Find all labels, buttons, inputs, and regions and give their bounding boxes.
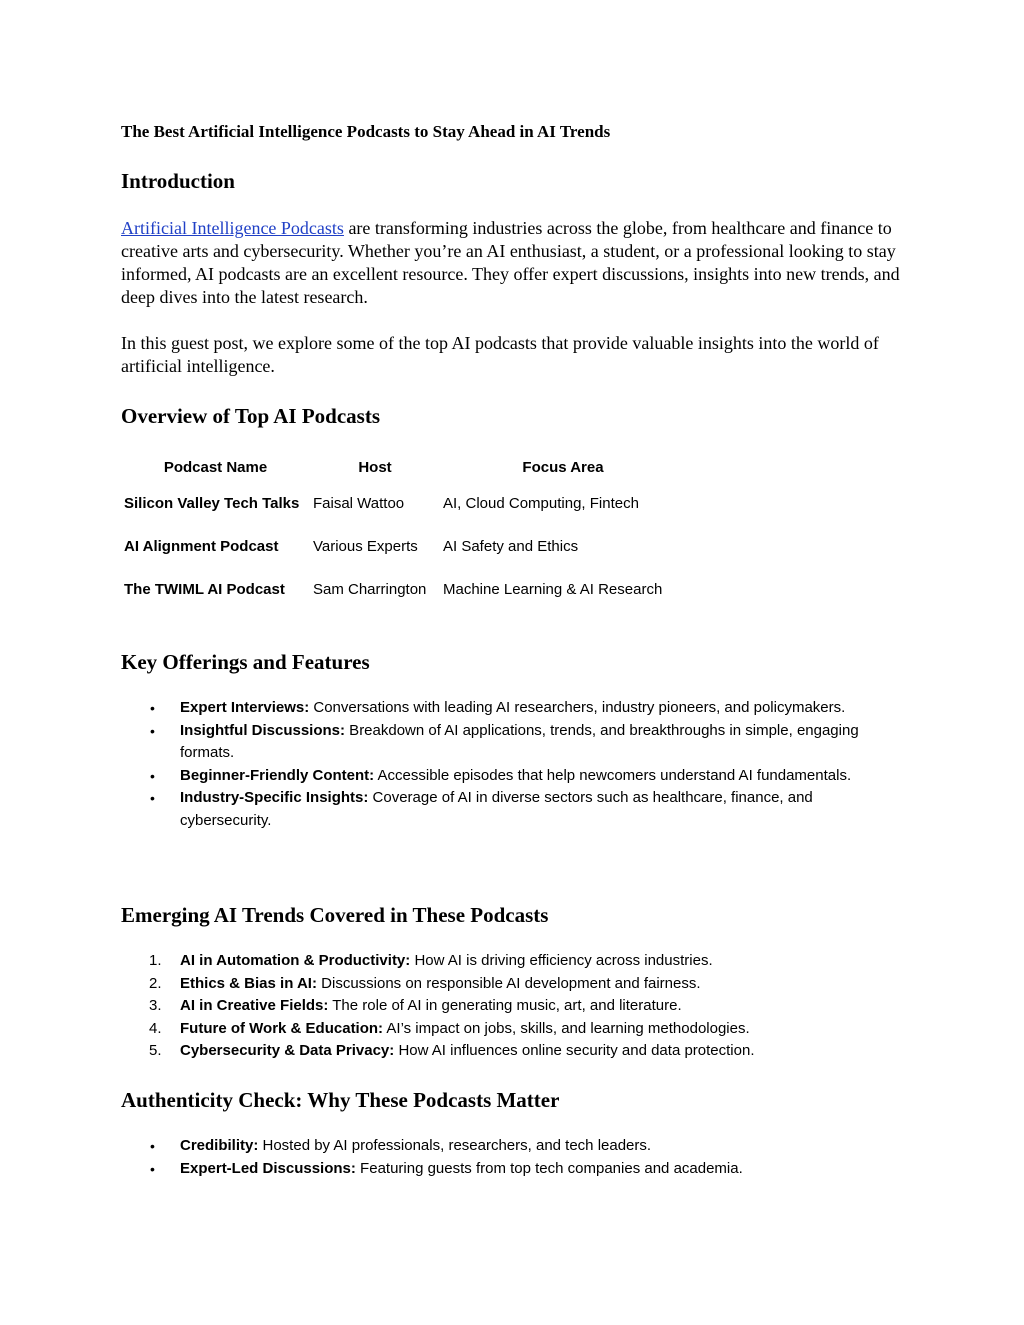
list-item-number: 4.	[149, 1019, 162, 1037]
list-item-text: The role of AI in generating music, art, and literature.	[328, 997, 682, 1014]
table-header-row	[121, 452, 686, 482]
list-item-term: Credibility:	[180, 1137, 259, 1154]
table-row	[121, 525, 686, 568]
list-item-text: How AI is driving efficiency across industries.	[410, 952, 713, 969]
overview-heading: Overview of Top AI Podcasts	[121, 404, 381, 428]
list-item	[121, 787, 881, 832]
list-item	[121, 697, 881, 720]
list-item-text: How AI influences online security and data protection.	[394, 1042, 755, 1059]
list-item	[121, 1135, 881, 1158]
list-item	[121, 1040, 881, 1063]
list-item-text: Breakdown of AI applications, trends, and breakthroughs in simple, engaging formats.	[180, 721, 859, 761]
podcast-name-cell: Silicon Valley Tech Talks	[124, 495, 300, 512]
host-cell: Various Experts	[313, 538, 418, 555]
bullet-icon: •	[150, 790, 155, 806]
focus-area-cell: Machine Learning & AI Research	[443, 581, 663, 598]
bullet-icon: •	[150, 722, 155, 739]
podcast-name-cell: The TWIML AI Podcast	[124, 581, 285, 598]
bullet-icon: •	[150, 1138, 155, 1154]
intro-paragraph-1-text: are transforming industries across the globe, from healthcare and finance to creative arts and cybersecurity. Whether you’re an AI enthusiast, a student, or a professional looking to stay informed, AI podcasts are an excellent resource. They offer expert discussions, insights into new trends, and deep dives into the latest research.	[121, 218, 900, 307]
list-item-term: Expert-Led Discussions:	[180, 1159, 356, 1177]
offerings-heading: Key Offerings and Features	[121, 650, 370, 674]
authenticity-heading: Authenticity Check: Why These Podcasts Matter	[121, 1088, 560, 1112]
focus-area-cell: AI Safety and Ethics	[443, 538, 579, 555]
column-header-focus-area: Focus Area	[522, 458, 604, 476]
bullet-icon: •	[150, 700, 155, 716]
table-row	[121, 482, 686, 525]
host-cell: Sam Charrington	[313, 581, 427, 598]
list-item	[121, 720, 881, 765]
list-item-number: 2.	[149, 974, 162, 992]
list-item	[121, 950, 881, 973]
podcasts-link[interactable]: Artificial Intelligence Podcasts	[121, 218, 344, 238]
podcast-name-cell: AI Alignment Podcast	[124, 538, 279, 555]
bullet-icon: •	[150, 767, 155, 784]
column-header-podcast-name: Podcast Name	[163, 458, 268, 476]
list-item-term: Expert Interviews:	[180, 699, 310, 716]
list-item-text: Featuring guests from top tech companies and academia.	[355, 1159, 743, 1177]
list-item-text: AI’s impact on jobs, skills, and learning methodologies.	[383, 1019, 750, 1037]
list-item-number: 5.	[149, 1042, 162, 1059]
list-item-text: Accessible episodes that help newcomers understand AI fundamentals.	[374, 766, 852, 784]
introduction-heading: Introduction	[121, 169, 235, 193]
focus-area-cell: AI, Cloud Computing, Fintech	[443, 495, 639, 512]
list-item-number: 1.	[149, 952, 162, 969]
table-row	[121, 568, 686, 611]
list-item-text: Hosted by AI professionals, researchers, and tech leaders.	[258, 1137, 652, 1154]
document-title: The Best Artificial Intelligence Podcasts to Stay Ahead in AI Trends	[121, 122, 611, 141]
host-cell: Faisal Wattoo	[313, 495, 405, 512]
list-item-term: Beginner-Friendly Content:	[180, 766, 375, 784]
trends-heading: Emerging AI Trends Covered in These Podcasts	[121, 903, 549, 927]
list-item	[121, 973, 881, 996]
list-item-term: Future of Work & Education:	[180, 1019, 384, 1037]
bullet-icon: •	[150, 1160, 155, 1177]
intro-paragraph-1	[121, 217, 911, 309]
list-item-text: Coverage of AI in diverse sectors such as healthcare, finance, and cybersecurity.	[180, 789, 813, 829]
intro-paragraph-2: In this guest post, we explore some of the top AI podcasts that provide valuable insights into the world of artificial intelligence.	[121, 333, 879, 376]
list-item	[121, 1018, 881, 1041]
list-item-term: AI in Automation & Productivity:	[180, 952, 411, 969]
list-item	[121, 765, 881, 788]
list-item-term: Cybersecurity & Data Privacy:	[180, 1042, 395, 1059]
list-item-number: 3.	[149, 997, 162, 1014]
list-item-term: AI in Creative Fields:	[180, 997, 329, 1014]
authenticity-list	[121, 1135, 881, 1180]
podcast-table	[121, 452, 686, 611]
list-item-text: Discussions on responsible AI development and fairness.	[316, 974, 701, 992]
list-item-term: Ethics & Bias in AI:	[180, 974, 317, 992]
list-item	[121, 1158, 881, 1181]
offerings-list	[121, 697, 881, 832]
list-item-text: Conversations with leading AI researchers, industry pioneers, and policymakers.	[309, 699, 846, 716]
list-item	[121, 995, 881, 1018]
trends-list	[121, 950, 881, 1063]
list-item-term: Insightful Discussions:	[180, 721, 346, 739]
column-header-host: Host	[358, 458, 392, 476]
list-item-term: Industry-Specific Insights:	[180, 789, 369, 806]
